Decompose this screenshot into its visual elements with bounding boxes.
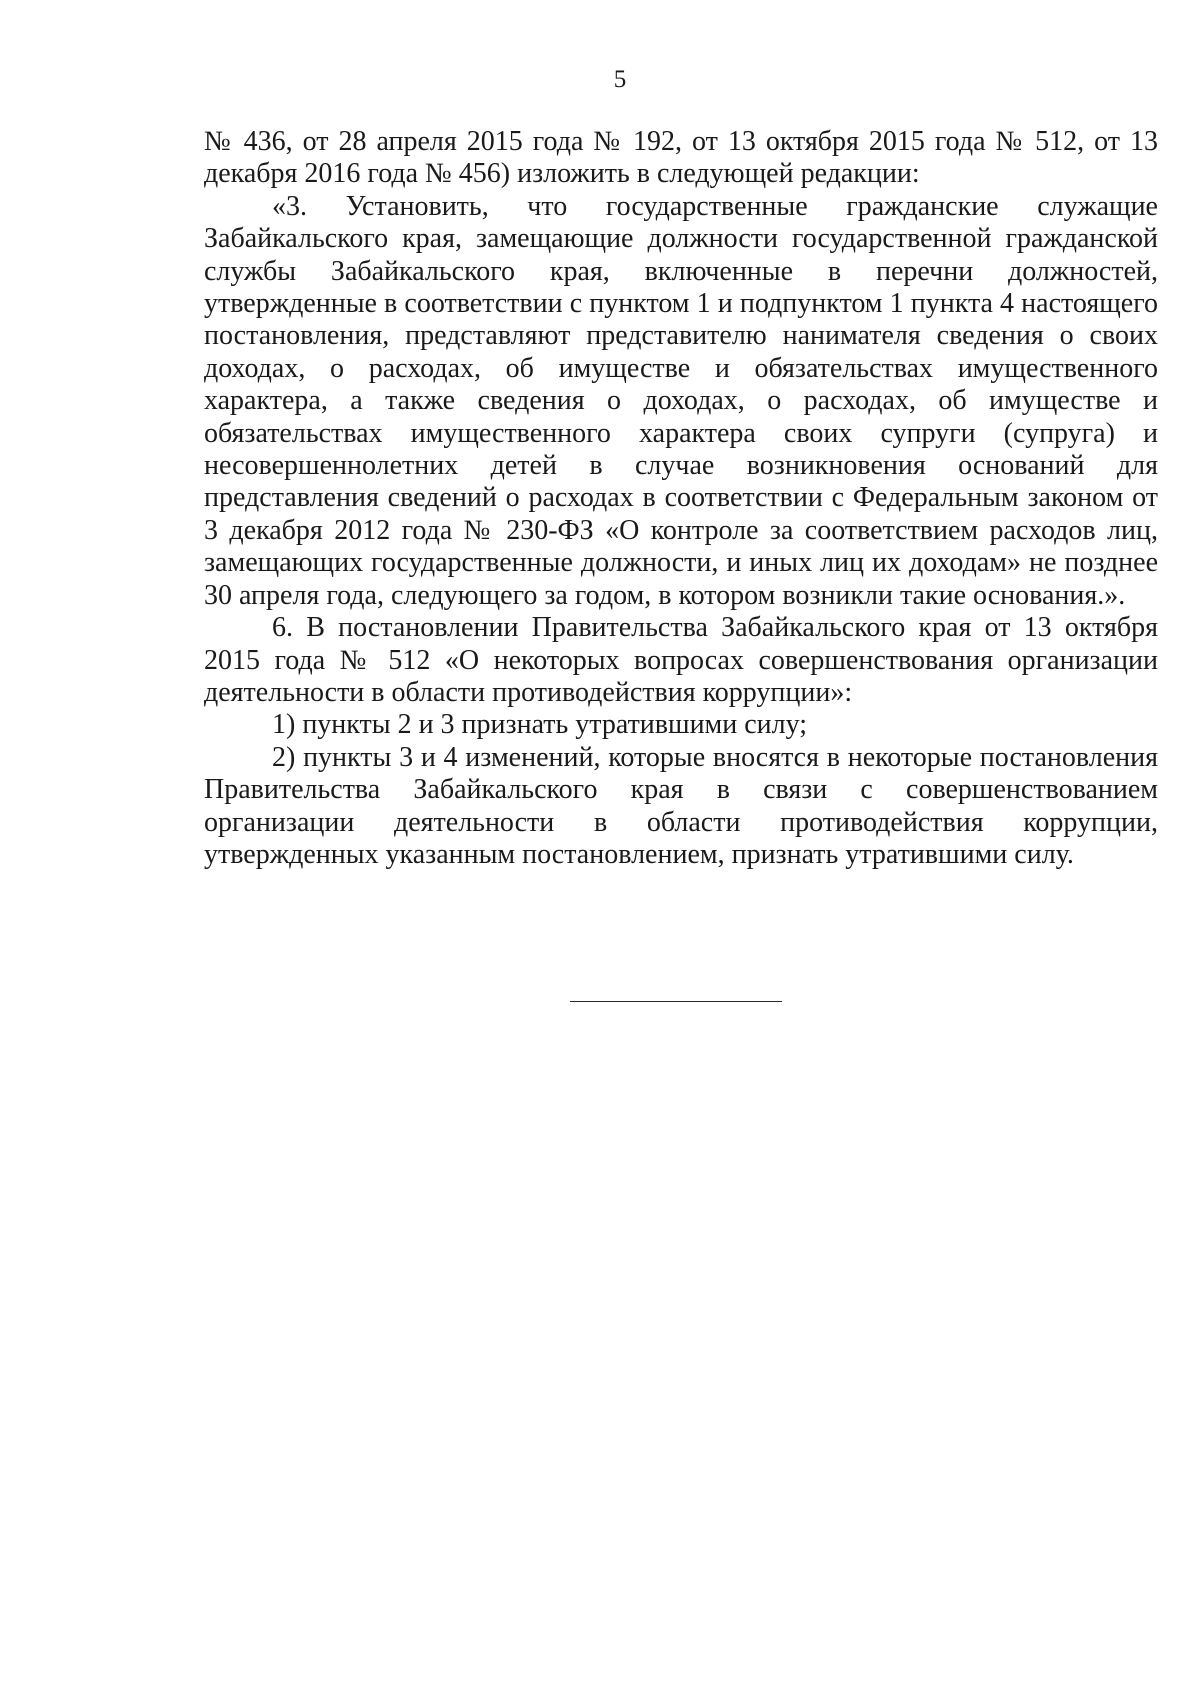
closing-divider [570, 1001, 782, 1002]
paragraph-item-6-1: 1) пункты 2 и 3 признать утратившими силу; [272, 709, 808, 741]
paragraph-continuation: № 436, от 28 апреля 2015 года № 192, от 13 октября 2015 года № 512, от 13 декабря 2016 года № 456) изложить в следующей редакции: [204, 126, 1158, 190]
paragraph-item-6-2: 2) пункты 3 и 4 изменений, которые вносятся в некоторые постановления Правительства Забайкальского края в связи с совершенствованием организации деятельности в области противодействия коррупции, утвержденных указанным постановлением, признать утратившими силу. [204, 741, 1158, 870]
page-number: 5 [613, 66, 627, 93]
paragraph-item-6: 6. В постановлении Правительства Забайкальского края от 13 октября 2015 года № 512 «О некоторых вопросах совершенствования организации деятельности в области противодействия коррупции»: [204, 612, 1158, 708]
document-body [204, 126, 1158, 871]
paragraph-item-3-quote: «3. Установить, что государственные гражданские служащие Забайкальского края, замещающие должности государственной гражданской службы Забайкальского края, включенные в перечни должностей, утвержденные в соответствии с пунктом 1 и подпунктом 1 пункта 4 настоящего постановления, представляют представителю нанимателя сведения о своих доходах, о расходах, об имуществе и обязательствах имущественного характера, а также сведения о доходах, о расходах, об имуществе и обязательствах имущественного характера своих супруги (супруга) и несовершеннолетних детей в случае возникновения оснований для представления сведений о расходах в соответствии с Федеральным законом от 3 декабря 2012 года № 230-ФЗ «О контроле за соответствием расходов лиц, замещающих государственные должности, и иных лиц их доходам» не позднее 30 апреля года, следующего за годом, в котором возникли такие основания.». [204, 190, 1158, 611]
